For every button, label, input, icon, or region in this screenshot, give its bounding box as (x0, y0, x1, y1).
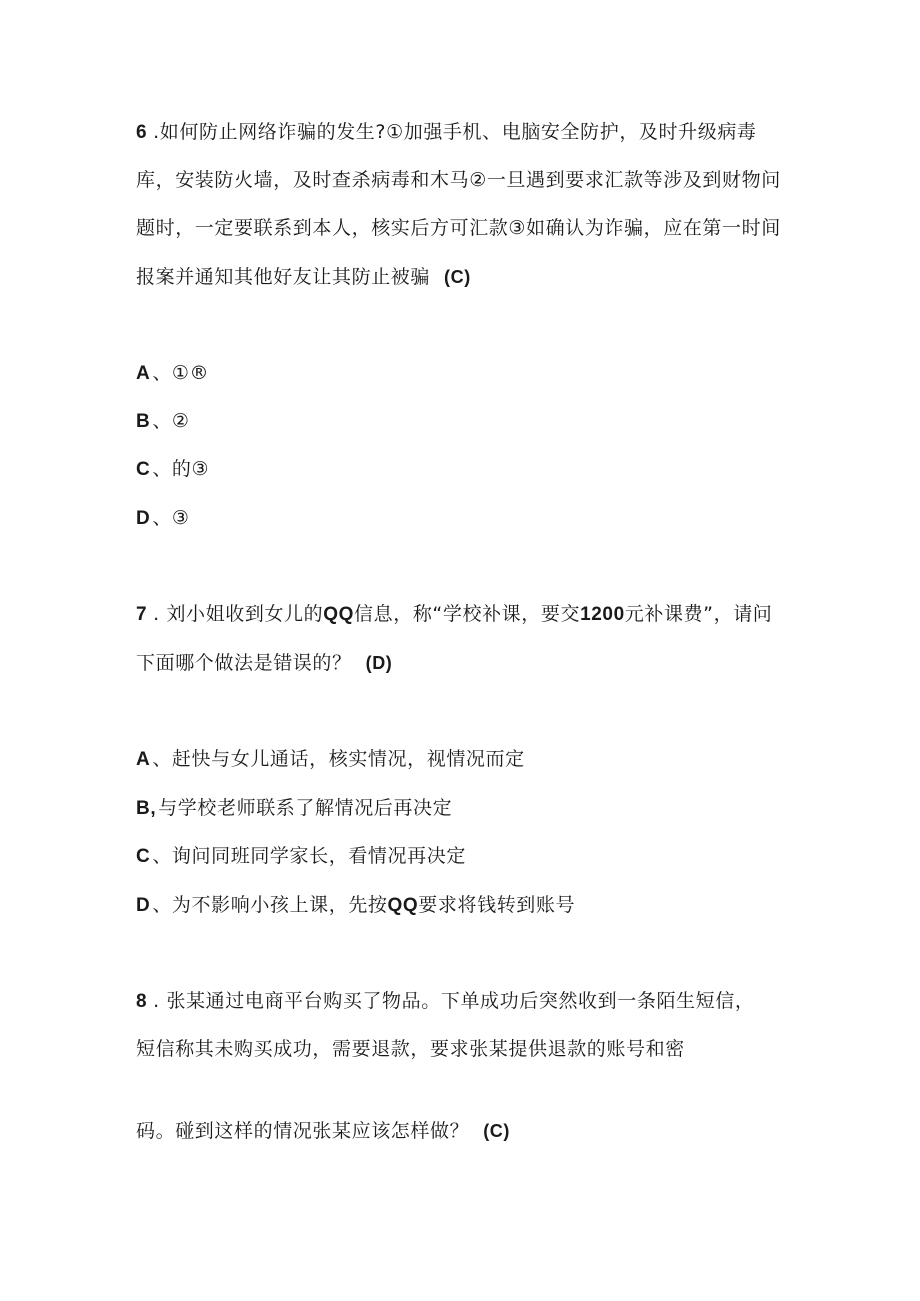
q6-answer: (C) (444, 267, 471, 287)
q7-option-d[interactable]: D 、为不影响小孩上课，先按QQ要求将钱转到账号 (136, 894, 576, 916)
q8-line-3: 码。碰到这样的情况张某应该怎样做？ (C) (136, 1120, 510, 1142)
q6-line-2: 库，安装防火墙，及时查杀病毒和木马②一旦遇到要求汇款等涉及到财物问 (136, 169, 781, 191)
q6-number: 6 (136, 122, 148, 143)
q7-option-b[interactable]: B, 与学校老师联系了解情况后再决定 (136, 797, 453, 819)
q6-line-4: 报案并通知其他好友让其防止被骗 (C) (136, 266, 471, 288)
q7-answer: (D) (365, 653, 393, 673)
q8-answer: (C) (483, 1121, 510, 1141)
q8-line-2: 短信称其未购买成功，需要退款，要求张某提供退款的账号和密 (136, 1038, 685, 1060)
q6-option-d[interactable]: D 、③ (136, 507, 190, 529)
q6-option-c[interactable]: C 、的③ (136, 458, 210, 480)
q6-option-b[interactable]: B 、② (136, 410, 190, 432)
q7-line-2: 下面哪个做法是错误的？ (D) (136, 652, 393, 674)
q7-option-a[interactable]: A 、赶快与女儿通话，核实情况，视情况而定 (136, 748, 525, 770)
q7-option-c[interactable]: C 、询问同班同学家长，看情况再决定 (136, 845, 466, 867)
q8-number: 8 (136, 991, 148, 1012)
q6-line-3: 题时，一定要联系到本人，核实后方可汇款③如确认为诈骗，应在第一时间 (136, 217, 781, 239)
q7-number: 7 (136, 604, 148, 625)
q7-line-1: 7 . 刘小姐收到女儿的QQ信息，称“学校补课，要交1200元补课费”，请问 (136, 603, 773, 625)
q6-option-a[interactable]: A 、①® (136, 362, 210, 384)
q6-line-1: 6 .如何防止网络诈骗的发生?①加强手机、电脑安全防护，及时升级病毒 (136, 121, 757, 143)
q8-line-1: 8 . 张某通过电商平台购买了物品。下单成功后突然收到一条陌生短信， (136, 990, 755, 1012)
